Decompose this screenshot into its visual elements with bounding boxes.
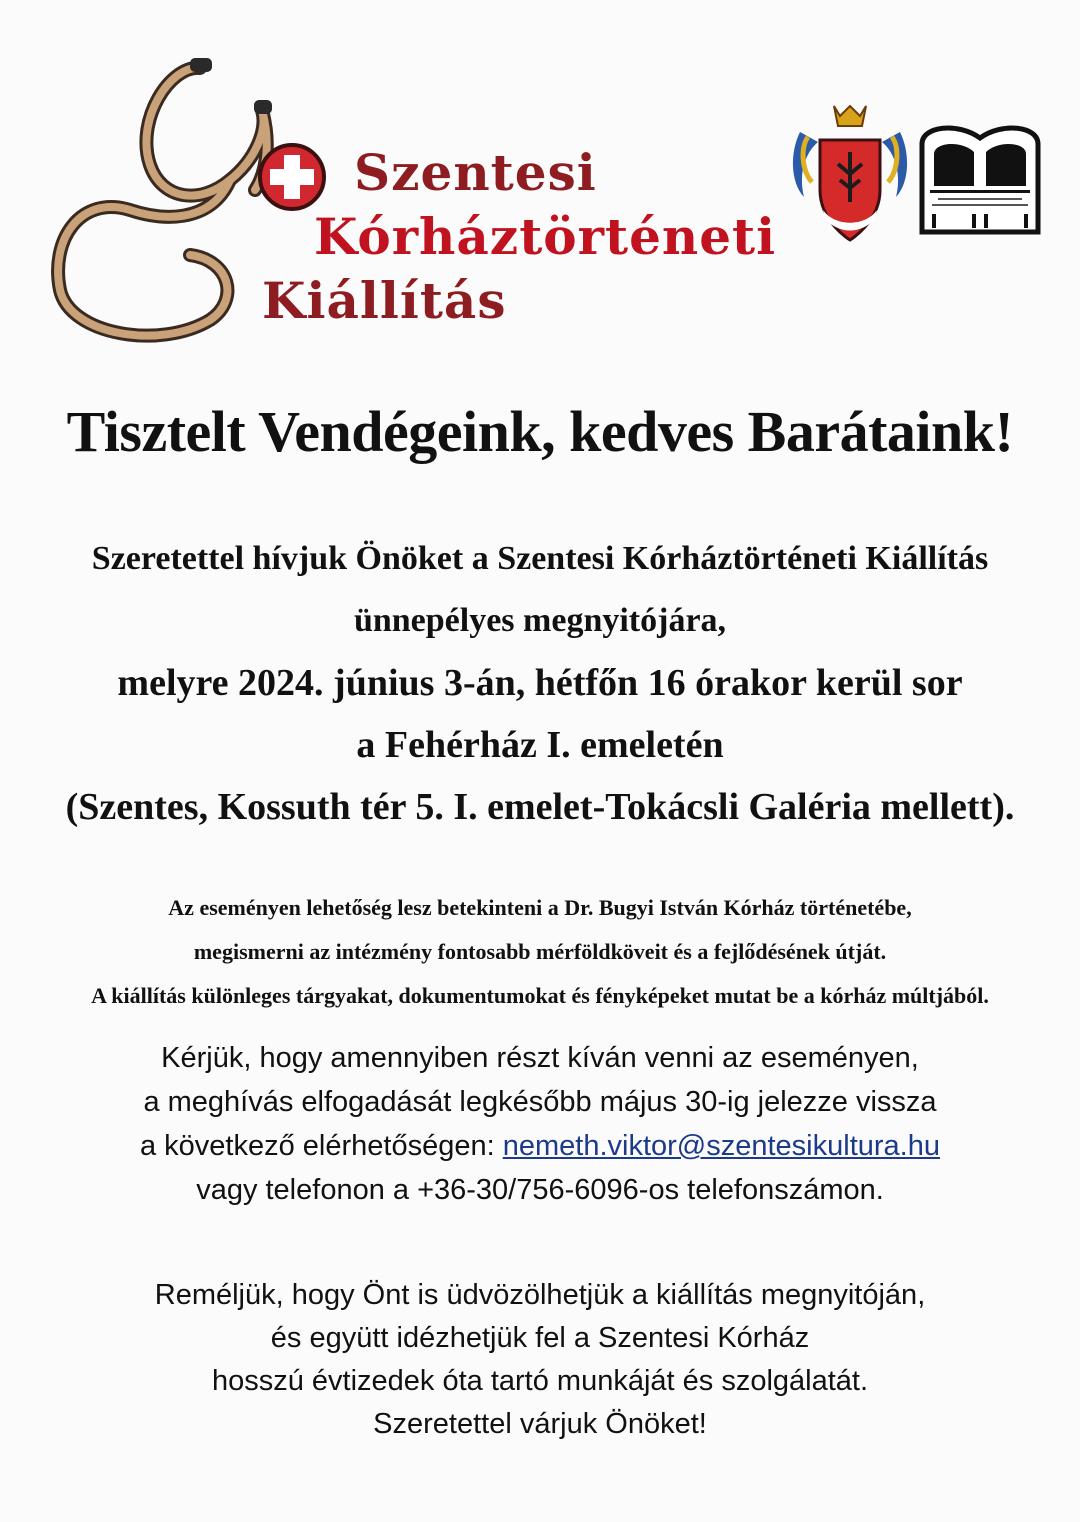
rsvp-contact-prefix: a következő elérhetőségen: xyxy=(139,1130,503,1162)
closing-block xyxy=(0,1274,1080,1446)
rsvp-block xyxy=(0,1036,1080,1212)
details-line: megismerni az intézmény fontosabb mérföldköveit és a fejlődésének útját. xyxy=(193,939,887,964)
invitation-line: Szeretettel hívjuk Önöket a Szentesi Kórháztörténeti Kiállítás xyxy=(91,540,989,577)
logo-line-1: Szentesi xyxy=(354,143,597,202)
closing-line: Szeretettel várjuk Önöket! xyxy=(373,1408,707,1440)
invitation-location-line: a Fehérház I. emeletén xyxy=(356,724,724,766)
invitation-block xyxy=(20,528,1060,838)
rsvp-line: Kérjük, hogy amennyiben részt kíván venni az eseményen, xyxy=(161,1042,919,1074)
logo-line-3: Kiállítás xyxy=(262,271,507,330)
details-line: A kiállítás különleges tárgyakat, dokumentumokat és fényképeket mutat be a kórház múltjából. xyxy=(91,983,989,1008)
invitation-date-line: melyre 2024. június 3-án, hétfőn 16 órakor kerül sor xyxy=(117,662,963,704)
logo-line-2: Kórháztörténeti xyxy=(314,207,777,266)
rsvp-line: a meghívás elfogadását legkésőbb május 30-ig jelezze vissza xyxy=(143,1086,937,1118)
closing-line: Reméljük, hogy Önt is üdvözölhetjük a kiállítás megnyitóján, xyxy=(154,1279,926,1311)
invitation-line: ünnepélyes megnyitójára, xyxy=(353,602,727,639)
rsvp-contact-line xyxy=(0,1124,1080,1168)
coat-of-arms-icon xyxy=(790,102,910,247)
exhibition-logo-text xyxy=(262,143,777,330)
email-link[interactable]: nemeth.viktor@szentesikultura.hu xyxy=(502,1130,940,1162)
page-heading: Tisztelt Vendégeink, kedves Barátaink! xyxy=(66,399,1014,464)
closing-line: és együtt idézhetjük fel a Szentesi Kórház xyxy=(270,1322,810,1354)
event-details xyxy=(0,886,1080,1018)
invitation-address-line: (Szentes, Kossuth tér 5. I. emelet-Tokácsli Galéria mellett). xyxy=(65,786,1015,828)
details-line: Az eseményen lehetőség lesz betekinteni a Dr. Bugyi István Kórház történetébe, xyxy=(168,895,912,920)
closing-line: hosszú évtizedek óta tartó munkáját és szolgálatát. xyxy=(211,1365,869,1397)
institution-logo-icon xyxy=(918,120,1042,236)
rsvp-phone-line: vagy telefonon a +36-30/756-6096-os telefonszámon. xyxy=(196,1174,884,1206)
